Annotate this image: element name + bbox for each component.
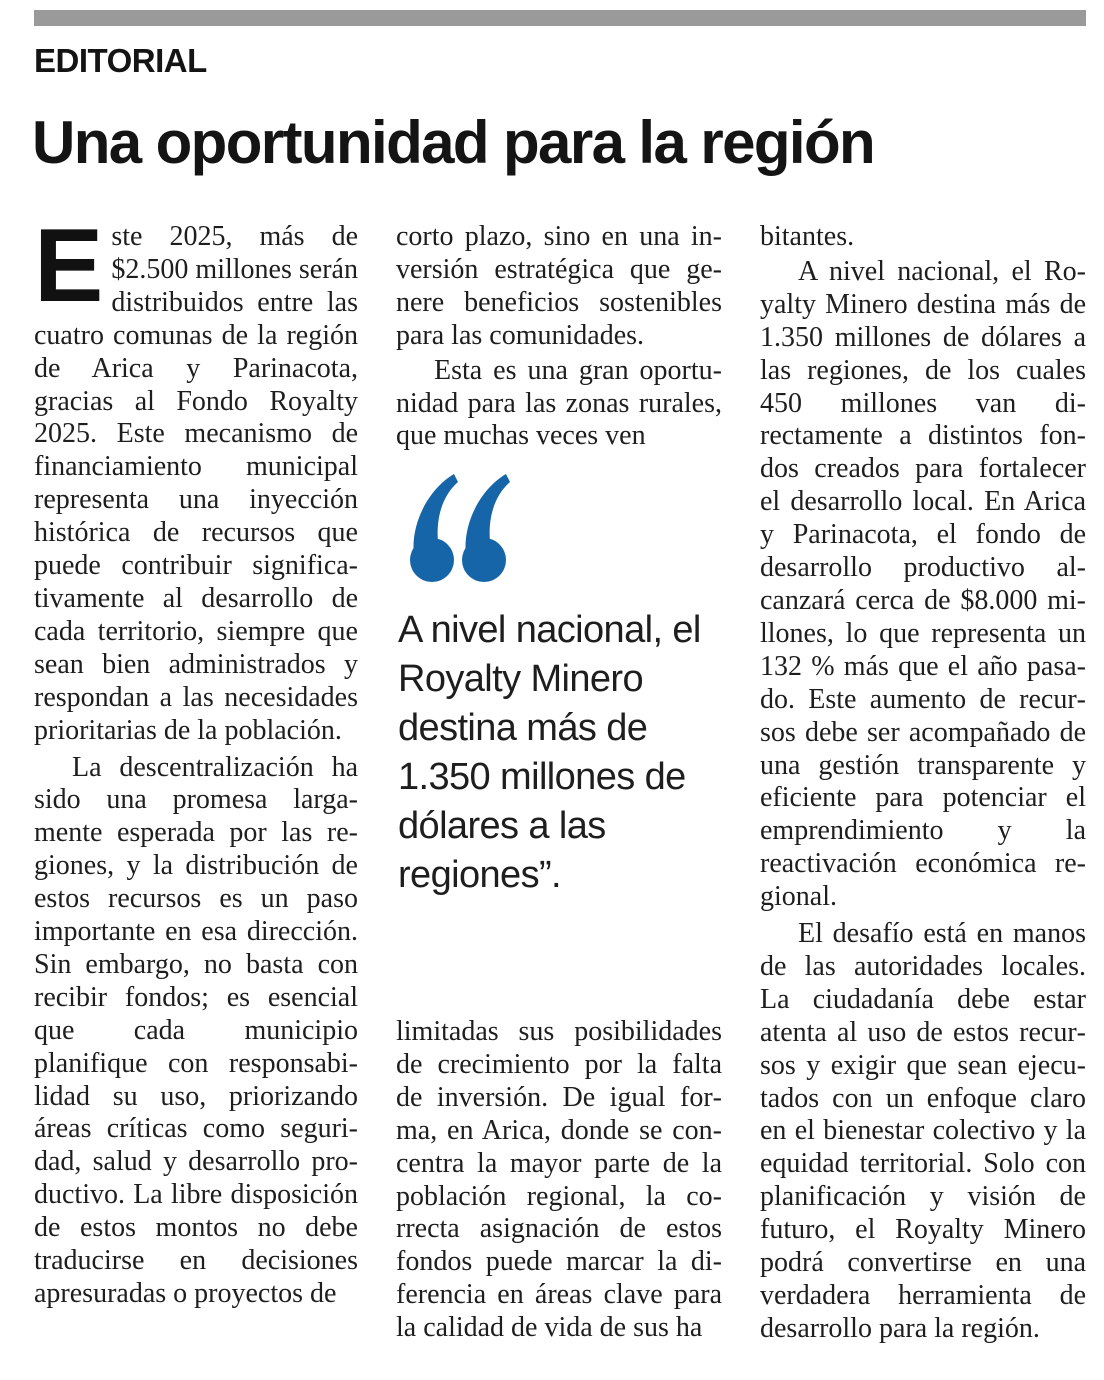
paragraph-challenge: El desafío está en manos de las autoridades locales. La ciudadanía debe estar atenta al uso de estos recursos y exigir que sean ejecutados con un enfoque claro en el bienestar colectivo y la equidad territorial. Solo con planificación y visión de futuro, el Royalty Minero podrá convertirse en una verdadera herramienta de desarrollo para la región. xyxy=(760,918,1086,1344)
column-2-top xyxy=(396,221,722,453)
paragraph-national: A nivel nacional, el Royalty Minero destina más de 1.350 millones de dólares a las regiones, de los cuales 450 millones van directamente a distintos fondos creados para fortalecer el desarrollo local. En Arica y Parinacota, el fondo de desarrollo productivo alcanzará cerca de $8.000 millones, lo que representa un 132 % más que el año pasado. Este aumento de recursos debe ser acompañado de una gestión transparente y eficiente para potenciar el emprendimiento y la reactivación económica regional. xyxy=(760,255,1086,913)
pull-quote: A nivel nacional, el Royalty Minero destina más de 1.350 millones de dólares a las regiones”. xyxy=(398,609,701,896)
column-2-bottom xyxy=(396,1016,722,1345)
paragraph-rural: limitadas sus posibilidades de crecimiento por la falta de inversión. De igual forma, en Arica, donde se concentra la mayor parte de la población regional, la correcta asignación de estos fondos puede marcar la diferencia en áreas clave para la calidad de vida de sus ha xyxy=(396,1016,722,1344)
paragraph-opportunity: Esta es una gran oportunidad para las zonas rurales, que muchas veces ven xyxy=(396,354,722,452)
top-rule xyxy=(34,10,1086,26)
opening-quote-icon xyxy=(404,470,514,600)
paragraph-continuation: corto plazo, sino en una inversión estratégica que genere beneficios sostenibles para las comunidades. xyxy=(396,221,722,351)
paragraph-intro xyxy=(34,208,358,748)
column-3 xyxy=(760,221,1086,1346)
column-1 xyxy=(34,208,358,1311)
paragraph-intro-text: ste 2025, más de $2.500 millones serán distribuidos entre las cuatro comunas de la región de Arica y Parinacota, gracias al Fondo Royalty 2025. Este mecanismo de financiamiento municipal representa una inyección histórica de recursos que puede contribuir significativamente al desarrollo de cada territorio, siempre que sean bien administrados y respondan a las necesidades prioritarias de la población. xyxy=(34,221,358,746)
section-label: EDITORIAL xyxy=(34,42,207,79)
headline: Una oportunidad para la región xyxy=(32,109,875,176)
paragraph-decentralization: La descentralización ha sido una promesa largamente esperada por las regiones, y la distribución de estos recursos es un paso importante en esa dirección. Sin embargo, no basta con recibir fondos; es esencial que cada municipio planifique con responsabilidad su uso, priorizando áreas críticas como seguridad, salud y desarrollo productivo. La libre disposición de estos montos no debe traducirse en decisiones apresuradas o proyectos de xyxy=(34,751,358,1309)
paragraph-inhabitants: bitantes. xyxy=(760,221,855,252)
drop-cap: E xyxy=(34,208,104,324)
